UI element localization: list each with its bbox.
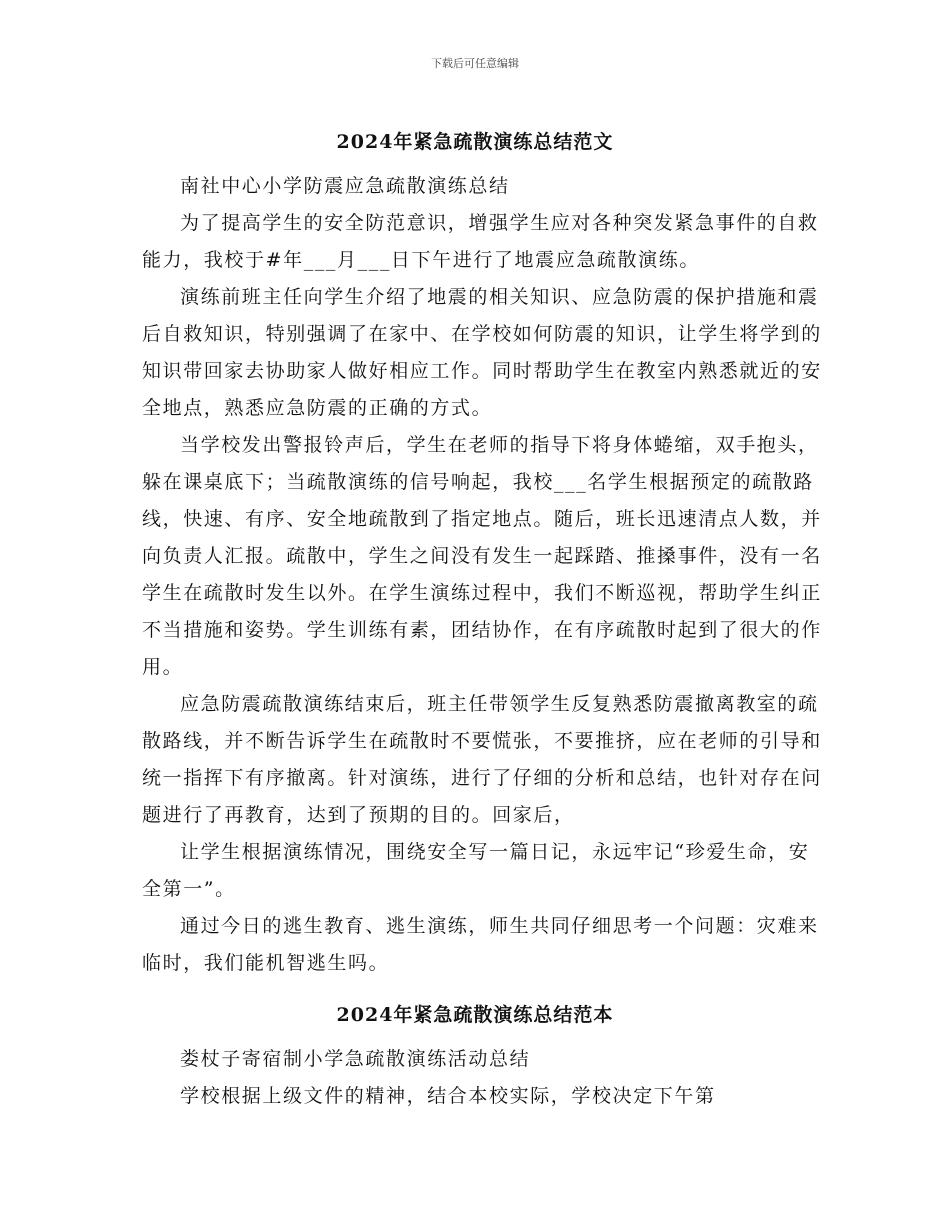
section-body [142, 168, 822, 982]
section-title: 2024年紧急疏散演练总结范本 [336, 1004, 614, 1026]
body-paragraph: 通过今日的逃生教育、逃生演练，师生共同仔细思考一个问题：灾难来临时，我们能机智逃生吗。 [142, 915, 819, 974]
body-paragraph: 为了提高学生的安全防范意识，增强学生应对各种突发紧急事件的自救能力，我校于#年___月___日下午进行了地震应急疏散演练。 [142, 212, 819, 271]
header-note: 下载后可任意编辑 [431, 57, 519, 70]
subtitle-paragraph: 娄杖子寄宿制小学急疏散演练活动总结 [180, 1048, 531, 1070]
subtitle-paragraph: 南社中心小学防震应急疏散演练总结 [180, 175, 510, 197]
body-paragraph: 当学校发出警报铃声后，学生在老师的指导下将身体蜷缩，双手抱头，躲在课桌底下；当疏散演练的信号响起，我校___名学生根据预定的疏散路线，快速、有序、安全地疏散到了指定地点。随后，班长迅速清点人数，并向负责人汇报。疏散中，学生之间没有发生一起踩踏、推搡事件，没有一名学生在疏散时发生以外。在学生演练过程中，我们不断巡视，帮助学生纠正不当措施和姿势。学生训练有素，团结协作，在有序疏散时起到了很大的作用。 [142, 434, 822, 678]
body-paragraph: 演练前班主任向学生介绍了地震的相关知识、应急防震的保护措施和震后自救知识，特别强调了在家中、在学校如何防震的知识，让学生将学到的知识带回家去协助家人做好相应工作。同时帮助学生在教室内熟悉就近的安全地点，熟悉应急防震的正确的方式。 [142, 286, 822, 419]
body-paragraph: 让学生根据演练情况，围绕安全写一篇日记，永远牢记“珍爱生命，安全第一”。 [142, 841, 810, 900]
body-paragraph: 应急防震疏散演练结束后，班主任带领学生反复熟悉防震撤离教室的疏散路线，并不断告诉学生在疏散时不要慌张，不要推挤，应在老师的引导和统一指挥下有序撤离。针对演练，进行了仔细的分析和总结，也针对存在问题进行了再教育，达到了预期的目的。回家后， [142, 693, 822, 826]
section-body [142, 1041, 822, 1115]
body-paragraph: 学校根据上级文件的精神，结合本校实际，学校决定下午第 [180, 1085, 716, 1107]
section-title: 2024年紧急疏散演练总结范文 [336, 131, 614, 153]
